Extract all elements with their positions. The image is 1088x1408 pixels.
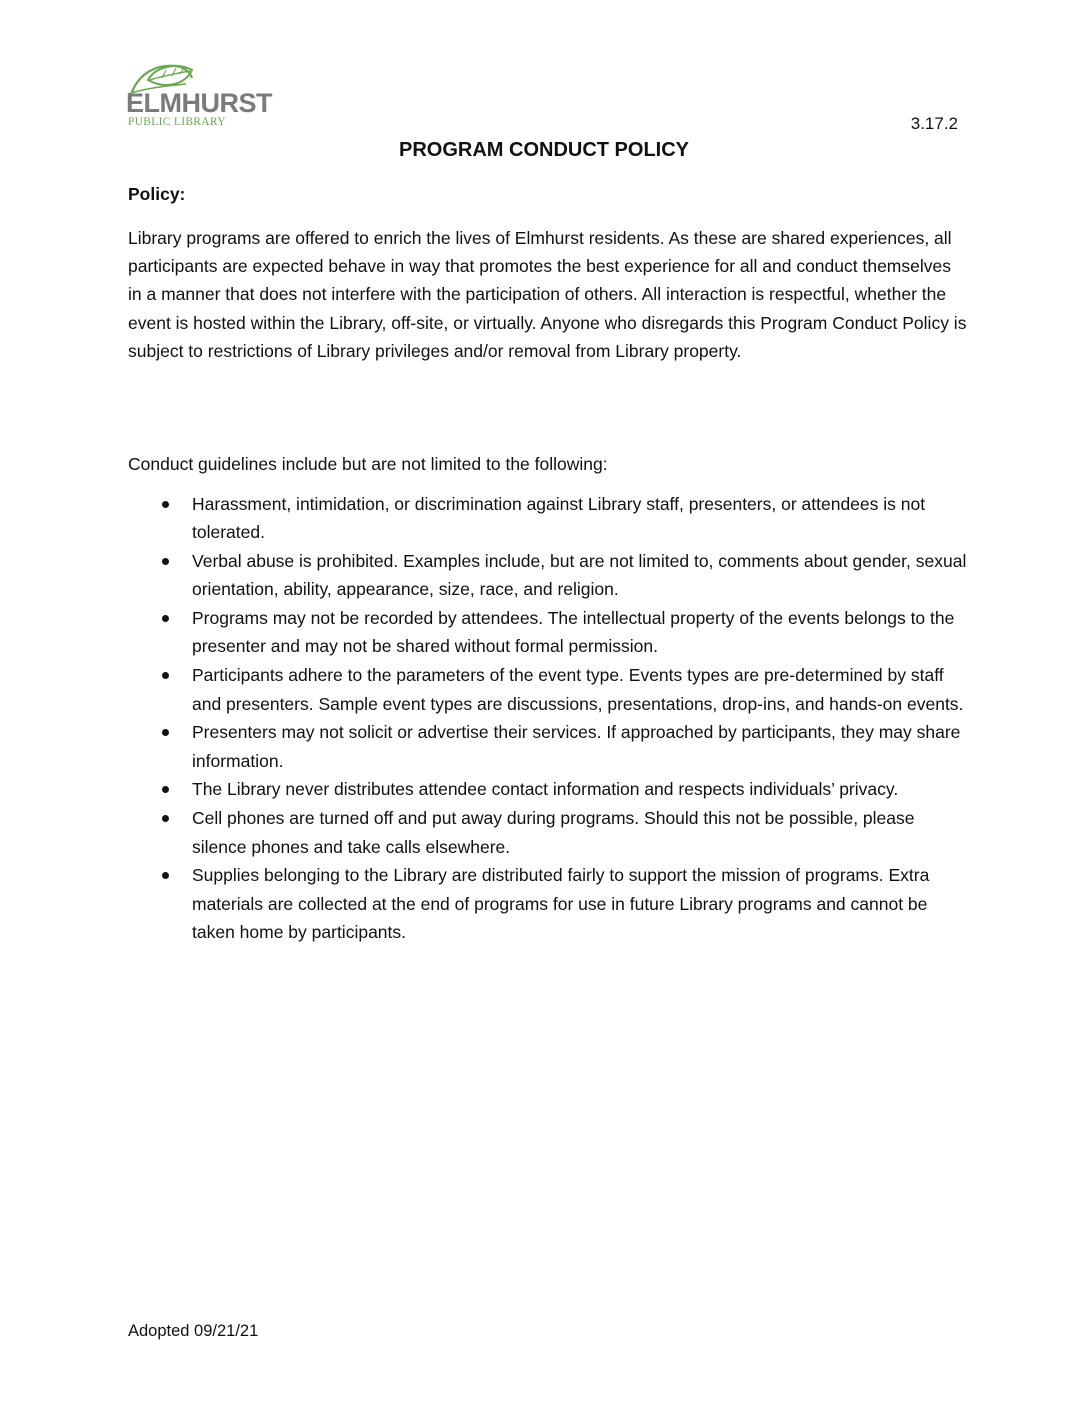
page-title: PROGRAM CONDUCT POLICY bbox=[399, 139, 689, 161]
document-number: 3.17.2 bbox=[910, 114, 958, 133]
list-item-text: Harassment, intimidation, or discrimination against Library staff, presenters, or attendees is not tolerated. bbox=[192, 494, 926, 543]
bullet-icon bbox=[162, 786, 169, 793]
bullet-icon bbox=[162, 615, 169, 622]
bullet-icon bbox=[162, 729, 169, 736]
list-item-text: Supplies belonging to the Library are distributed fairly to support the mission of programs. Extra materials are collected at the end of programs for use in future Library programs and cannot be taken home by participants. bbox=[192, 865, 930, 942]
list-item-text: Participants adhere to the parameters of the event type. Events types are pre-determined by staff and presenters. Sample event types are discussions, presentations, drop-ins, and hands-on events. bbox=[192, 665, 964, 714]
intro-paragraph: Library programs are offered to enrich the lives of Elmhurst residents. As these are shared experiences, all participants are expected behave in way that promotes the best experience for all and conduct themselves in a manner that does not interfere with the participation of others. All interaction is respectful, whether the event is hosted within the Library, off-site, or virtually. Anyone who disregards this Program Conduct Policy is subject to restrictions of Library privileges and/or removal from Library property. bbox=[128, 228, 967, 361]
bullet-icon bbox=[162, 558, 169, 565]
list-item bbox=[128, 604, 968, 661]
list-item bbox=[128, 775, 968, 803]
list-item bbox=[128, 547, 968, 604]
list-item bbox=[128, 661, 968, 718]
guidelines-list bbox=[128, 490, 968, 947]
guidelines-intro: Conduct guidelines include but are not limited to the following: bbox=[128, 454, 608, 474]
logo-wordmark: ELMHURST bbox=[126, 88, 272, 118]
bullet-icon bbox=[162, 501, 169, 508]
bullet-icon bbox=[162, 815, 169, 822]
list-item-text: The Library never distributes attendee contact information and respects individuals’ privacy. bbox=[192, 779, 899, 800]
list-item bbox=[128, 718, 968, 775]
list-item-text: Cell phones are turned off and put away during programs. Should this not be possible, please silence phones and take calls elsewhere. bbox=[192, 808, 915, 857]
logo-subtitle: PUBLIC LIBRARY bbox=[128, 116, 226, 128]
bullet-icon bbox=[162, 872, 169, 879]
adoption-date: Adopted 09/21/21 bbox=[128, 1322, 259, 1340]
list-item bbox=[128, 490, 968, 547]
list-item bbox=[128, 861, 968, 946]
library-logo bbox=[126, 62, 276, 130]
list-item bbox=[128, 804, 968, 861]
bullet-icon bbox=[162, 672, 169, 679]
list-item-text: Presenters may not solicit or advertise their services. If approached by participants, they may share information. bbox=[192, 722, 961, 771]
section-heading: Policy: bbox=[128, 184, 186, 204]
list-item-text: Programs may not be recorded by attendees. The intellectual property of the events belongs to the presenter and may not be shared without formal permission. bbox=[192, 608, 955, 657]
list-item-text: Verbal abuse is prohibited. Examples include, but are not limited to, comments about gender, sexual orientation, ability, appearance, size, race, and religion. bbox=[192, 551, 967, 600]
